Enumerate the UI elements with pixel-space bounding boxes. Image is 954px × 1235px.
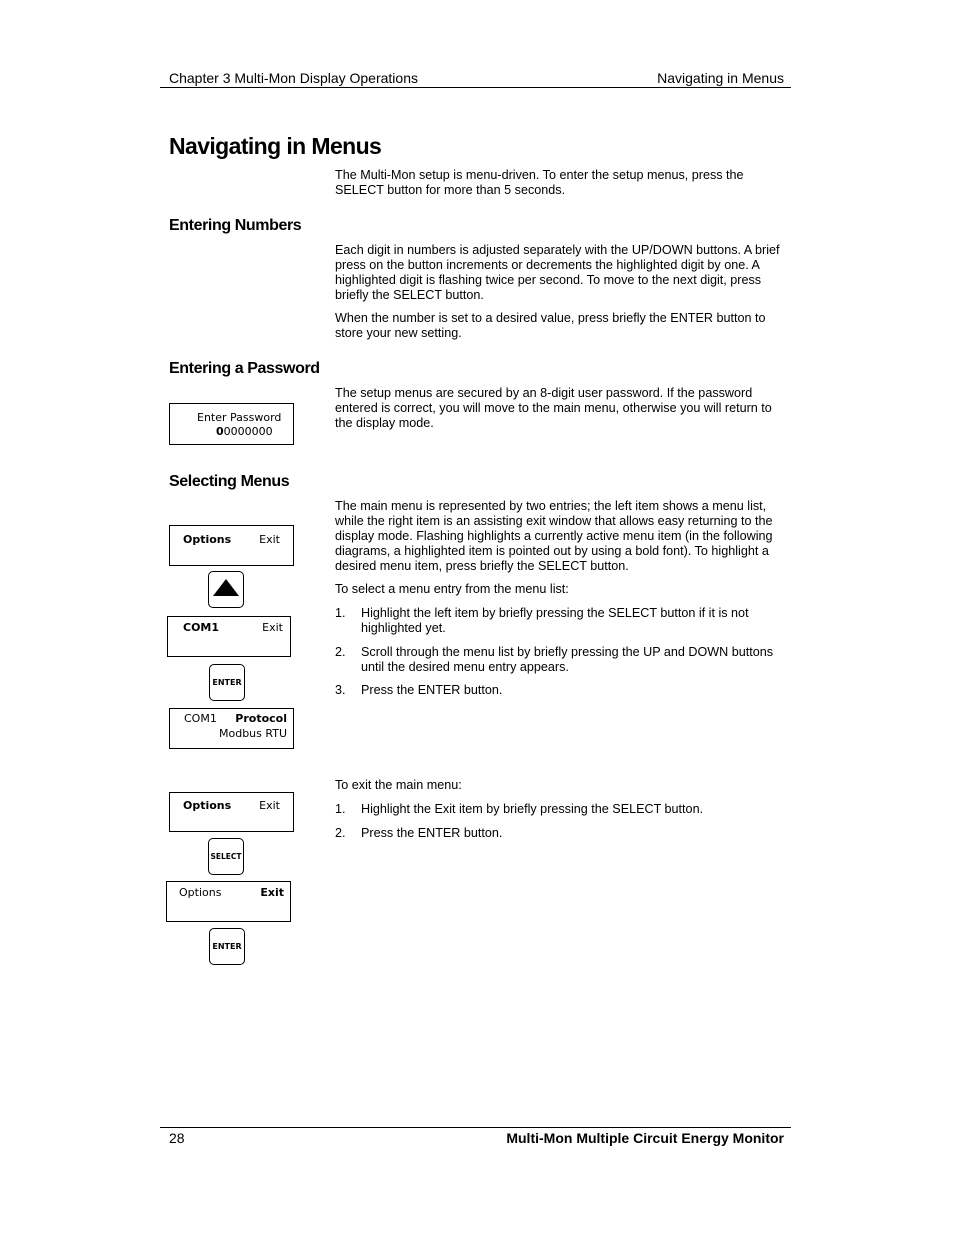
enter-button[interactable]: ENTER — [209, 664, 245, 701]
list-item-text: Press the ENTER button. — [361, 826, 503, 840]
display-left-item: COM1 — [183, 621, 220, 634]
display-right-item: Exit — [262, 621, 283, 634]
menu-display-options — [169, 792, 294, 832]
list-item-text: Press the ENTER button. — [361, 683, 503, 697]
display-left-item: Options — [179, 886, 222, 899]
password-paragraph: The setup menus are secured by an 8-digit user password. If the password entered is correct, you will move to the main menu, otherwise you will return to the display mode. — [335, 386, 772, 430]
selecting-menus-paragraph: The main menu is represented by two entries; the left item shows a menu list, while the right item is an assisting exit window that allows easy returning to the display mode. Flashing highlights a currently active menu item (in the following diagrams, a highlighted item is pointed out by using a bold font). To highlight a desired menu item, press briefly the SELECT button. — [335, 499, 773, 573]
list-item-number: 2. — [335, 826, 346, 840]
menu-display-com1 — [167, 616, 291, 657]
password-remaining-digits: 0000000 — [223, 425, 273, 438]
menu-display-exit — [166, 881, 291, 922]
header-rule — [160, 87, 791, 88]
display-right-item: Exit — [259, 799, 280, 812]
password-display-label: Enter Password — [197, 411, 282, 424]
select-button[interactable]: SELECT — [208, 838, 244, 875]
heading-selecting-menus: Selecting Menus — [169, 473, 290, 490]
heading-entering-password: Entering a Password — [169, 360, 320, 377]
list-item-number: 1. — [335, 802, 346, 816]
list-item-number: 1. — [335, 606, 346, 620]
running-header-section: Navigating in Menus — [657, 70, 784, 86]
enter-button[interactable]: ENTER — [209, 928, 245, 965]
page-title: Navigating in Menus — [169, 133, 382, 159]
running-header-chapter: Chapter 3 Multi-Mon Display Operations — [169, 70, 418, 86]
password-highlighted-digit: 0 — [216, 425, 224, 438]
list-item-number: 3. — [335, 683, 346, 697]
heading-entering-numbers: Entering Numbers — [169, 217, 302, 234]
menu-display-options — [169, 525, 294, 566]
display-left-item: Options — [183, 799, 232, 812]
display-left-item: Options — [183, 533, 232, 546]
entering-numbers-paragraph-2: When the number is set to a desired value, press briefly the ENTER button to store your new setting. — [335, 311, 766, 340]
up-button[interactable] — [208, 571, 244, 608]
display-left-item: COM1 — [184, 712, 217, 725]
intro-paragraph: The Multi-Mon setup is menu-driven. To enter the setup menus, press the SELECT button for more than 5 seconds. — [335, 168, 744, 197]
list-item-number: 2. — [335, 645, 346, 659]
page-number: 28 — [169, 1130, 185, 1146]
select-entry-intro: To select a menu entry from the menu list: — [335, 582, 569, 596]
password-display-digits — [216, 425, 273, 439]
display-value: Modbus RTU — [219, 727, 287, 740]
display-right-item: Protocol — [235, 712, 287, 725]
list-item-text: Scroll through the menu list by briefly pressing the UP and DOWN buttons until the desired menu entry appears. — [361, 645, 774, 674]
entering-numbers-paragraph-1: Each digit in numbers is adjusted separately with the UP/DOWN buttons. A brief press on the button increments or decrements the highlighted digit by one. A highlighted digit is flashing twice per second. To move to the next digit, press briefly the SELECT button. — [335, 243, 780, 302]
display-right-item: Exit — [260, 886, 284, 899]
password-display — [169, 403, 294, 445]
list-item-text: Highlight the left item by briefly pressing the SELECT button if it is not highlighted yet. — [361, 606, 749, 635]
up-arrow-icon — [213, 579, 239, 596]
menu-display-protocol — [169, 708, 294, 749]
list-item-text: Highlight the Exit item by briefly pressing the SELECT button. — [361, 802, 704, 816]
exit-menu-intro: To exit the main menu: — [335, 778, 462, 792]
display-right-item: Exit — [259, 533, 280, 546]
footer-rule — [160, 1127, 791, 1128]
footer-document-title: Multi-Mon Multiple Circuit Energy Monitor — [506, 1130, 784, 1146]
